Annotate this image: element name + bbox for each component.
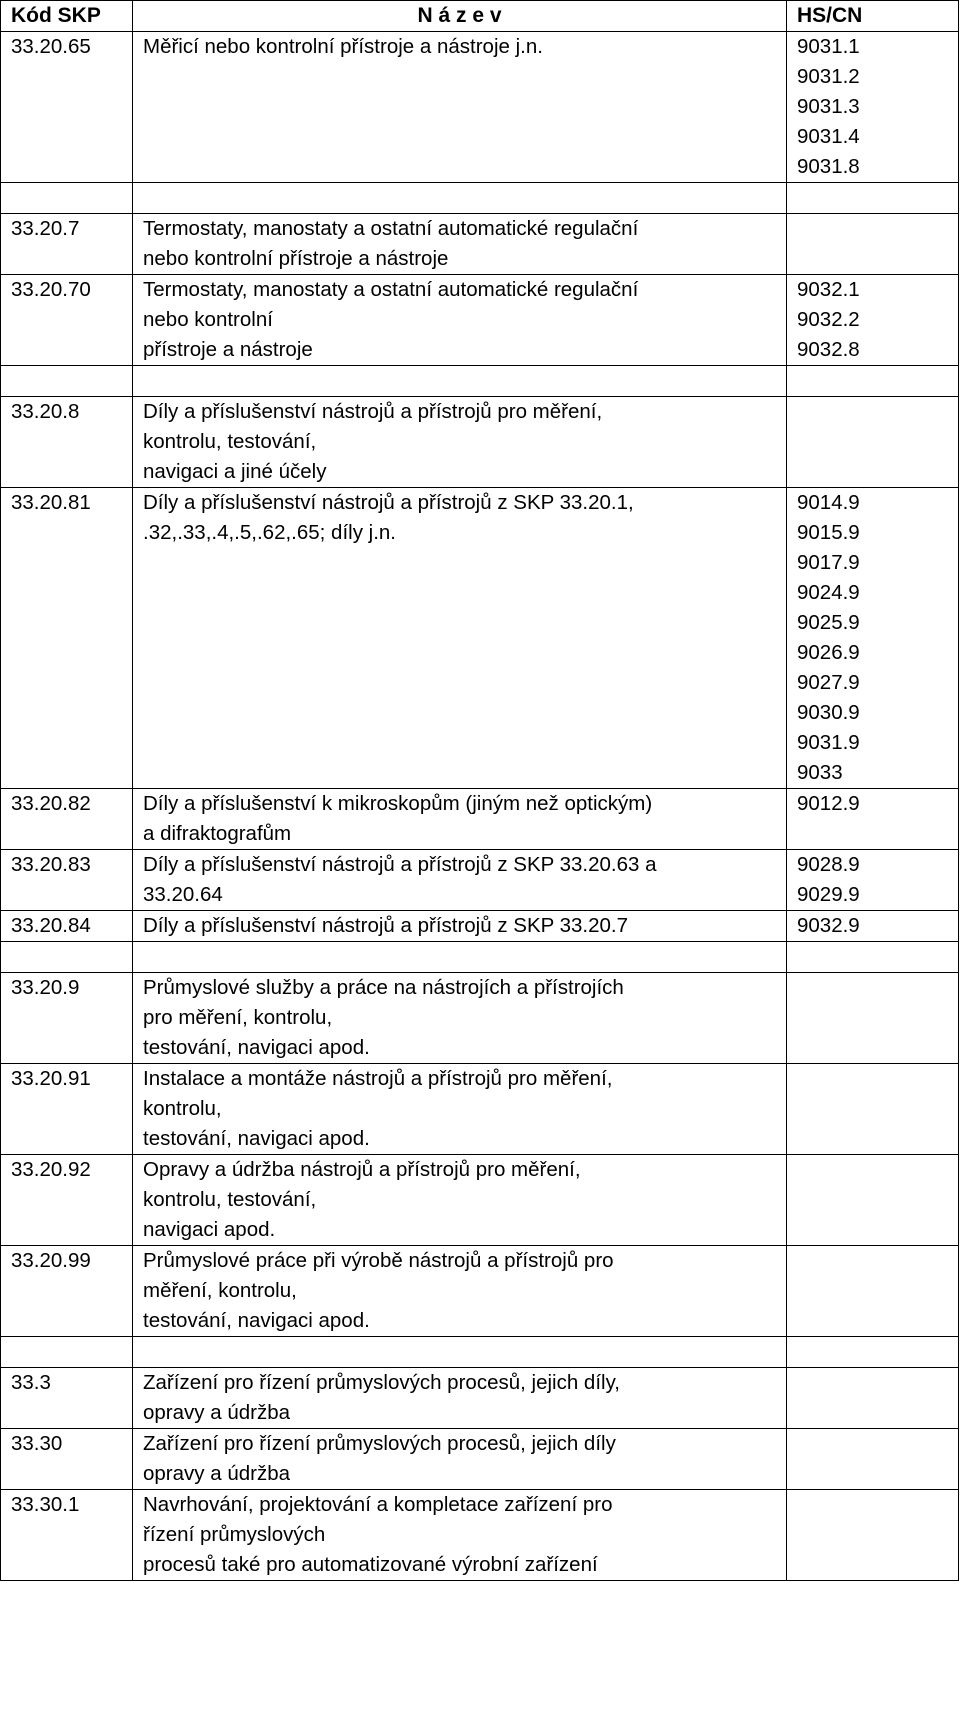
skp-code-cell: 33.20.91 (1, 1064, 133, 1155)
empty-cell (787, 1337, 959, 1368)
table-row (1, 214, 959, 275)
skp-code-cell: 33.30.1 (1, 1490, 133, 1581)
empty-cell (1, 183, 133, 214)
header-code: Kód SKP (1, 1, 133, 32)
hs-cn-cell: 9032.1 9032.2 9032.8 (787, 275, 959, 366)
name-cell: Termostaty, manostaty a ostatní automatické regulační nebo kontrolní přístroje a nástroje (133, 275, 787, 366)
spacer-row (1, 1337, 959, 1368)
hs-cn-cell (787, 397, 959, 488)
table-row (1, 1155, 959, 1246)
spacer-row (1, 942, 959, 973)
hs-cn-cell: 9031.1 9031.2 9031.3 9031.4 9031.8 (787, 32, 959, 183)
skp-code-cell: 33.30 (1, 1429, 133, 1490)
hs-cn-cell (787, 973, 959, 1064)
empty-cell (133, 366, 787, 397)
name-cell: Díly a příslušenství k mikroskopům (jiným než optickým) a difraktografům (133, 789, 787, 850)
hs-cn-cell: 9012.9 (787, 789, 959, 850)
table-body (1, 32, 959, 1581)
name-cell: Měřicí nebo kontrolní přístroje a nástroje j.n. (133, 32, 787, 183)
table-header (1, 1, 959, 32)
name-cell: Navrhování, projektování a kompletace zařízení pro řízení průmyslových procesů také pro automatizované výrobní zařízení (133, 1490, 787, 1581)
name-cell: Opravy a údržba nástrojů a přístrojů pro měření, kontrolu, testování, navigaci apod. (133, 1155, 787, 1246)
empty-cell (1, 366, 133, 397)
name-cell: Díly a příslušenství nástrojů a přístrojů pro měření, kontrolu, testování, navigaci a jiné účely (133, 397, 787, 488)
spacer-row (1, 183, 959, 214)
skp-code-cell: 33.20.84 (1, 911, 133, 942)
spacer-row (1, 366, 959, 397)
hs-cn-cell: 9028.9 9029.9 (787, 850, 959, 911)
header-name: N á z e v (133, 1, 787, 32)
empty-cell (133, 1337, 787, 1368)
table-row (1, 32, 959, 183)
hs-cn-cell (787, 1490, 959, 1581)
skp-code-cell: 33.20.92 (1, 1155, 133, 1246)
table-row (1, 1429, 959, 1490)
name-cell: Zařízení pro řízení průmyslových procesů, jejich díly opravy a údržba (133, 1429, 787, 1490)
header-hs-cn: HS/CN (787, 1, 959, 32)
table-row (1, 488, 959, 789)
table-row (1, 397, 959, 488)
skp-code-cell: 33.20.70 (1, 275, 133, 366)
skp-code-cell: 33.20.65 (1, 32, 133, 183)
header-row (1, 1, 959, 32)
name-cell: Průmyslové služby a práce na nástrojích a přístrojích pro měření, kontrolu, testování, navigaci apod. (133, 973, 787, 1064)
name-cell: Díly a příslušenství nástrojů a přístrojů z SKP 33.20.63 a 33.20.64 (133, 850, 787, 911)
hs-cn-cell (787, 1368, 959, 1429)
name-cell: Instalace a montáže nástrojů a přístrojů pro měření, kontrolu, testování, navigaci apod. (133, 1064, 787, 1155)
table-row (1, 973, 959, 1064)
empty-cell (133, 183, 787, 214)
table-row (1, 1064, 959, 1155)
skp-code-cell: 33.3 (1, 1368, 133, 1429)
empty-cell (787, 942, 959, 973)
hs-cn-cell (787, 1064, 959, 1155)
table-row (1, 789, 959, 850)
empty-cell (787, 366, 959, 397)
name-cell: Průmyslové práce při výrobě nástrojů a přístrojů pro měření, kontrolu, testování, navigaci apod. (133, 1246, 787, 1337)
empty-cell (1, 1337, 133, 1368)
skp-code-cell: 33.20.7 (1, 214, 133, 275)
skp-code-cell: 33.20.9 (1, 973, 133, 1064)
name-cell: Zařízení pro řízení průmyslových procesů, jejich díly, opravy a údržba (133, 1368, 787, 1429)
table-row (1, 850, 959, 911)
hs-cn-cell: 9032.9 (787, 911, 959, 942)
skp-code-cell: 33.20.81 (1, 488, 133, 789)
empty-cell (1, 942, 133, 973)
hs-cn-cell (787, 214, 959, 275)
name-cell: Díly a příslušenství nástrojů a přístrojů z SKP 33.20.7 (133, 911, 787, 942)
table-row (1, 911, 959, 942)
skp-code-cell: 33.20.82 (1, 789, 133, 850)
empty-cell (787, 183, 959, 214)
hs-cn-cell (787, 1246, 959, 1337)
skp-code-cell: 33.20.99 (1, 1246, 133, 1337)
table-row (1, 1368, 959, 1429)
name-cell: Termostaty, manostaty a ostatní automatické regulační nebo kontrolní přístroje a nástroje (133, 214, 787, 275)
name-cell: Díly a příslušenství nástrojů a přístrojů z SKP 33.20.1, .32,.33,.4,.5,.62,.65; díly j.n. (133, 488, 787, 789)
hs-cn-cell: 9014.9 9015.9 9017.9 9024.9 9025.9 9026.9 9027.9 9030.9 9031.9 9033 (787, 488, 959, 789)
table-row (1, 1490, 959, 1581)
table-row (1, 1246, 959, 1337)
skp-code-cell: 33.20.8 (1, 397, 133, 488)
table-row (1, 275, 959, 366)
hs-cn-cell (787, 1155, 959, 1246)
skp-code-cell: 33.20.83 (1, 850, 133, 911)
empty-cell (133, 942, 787, 973)
hs-cn-cell (787, 1429, 959, 1490)
